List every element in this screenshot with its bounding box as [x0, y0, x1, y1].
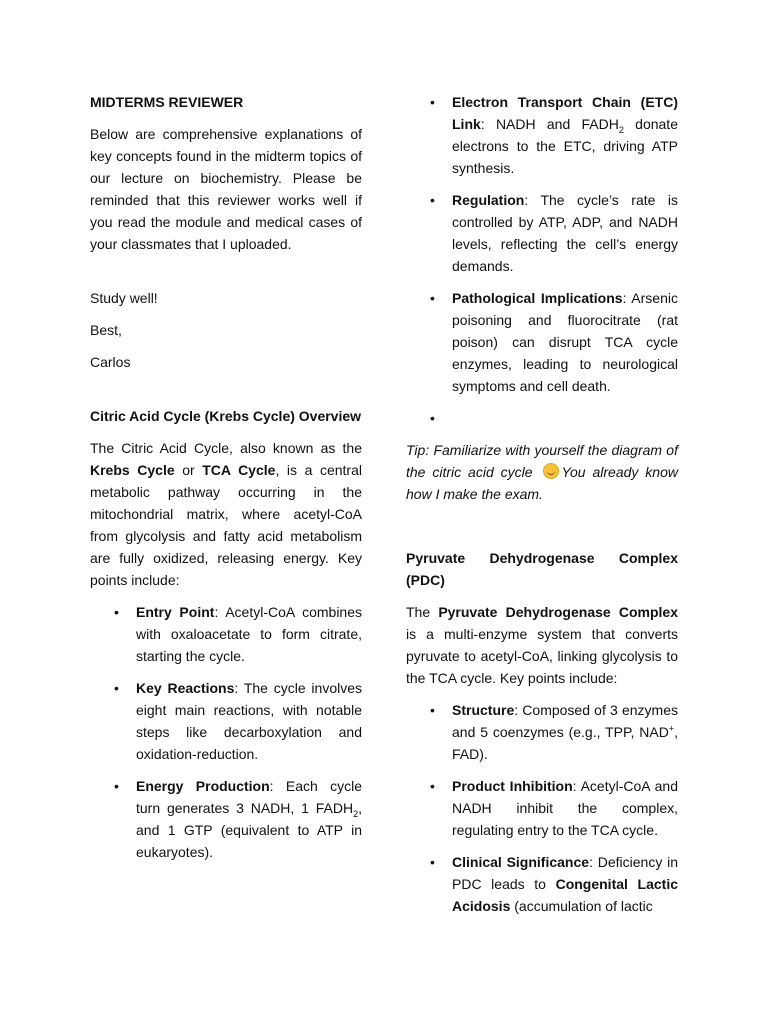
tip-paragraph	[406, 439, 678, 505]
list-item-label: Structure	[452, 702, 515, 718]
author-name: Carlos	[90, 354, 131, 370]
list-item-text: : The cycle’s rate is controlled by ATP, ADP, and NADH levels, reflecting the cell’s energy demands.	[452, 192, 678, 274]
list-item-empty	[452, 407, 678, 429]
krebs-term-tca-cycle: TCA Cycle	[202, 462, 276, 478]
list-item-text-continued: , FAD).	[452, 724, 678, 762]
intro-paragraph: Below are comprehensive explanations of key concepts found in the midterm topics of our lecture on biochemistry. Please be reminded that this reviewer works well if you read the module and medical cases of your classmates that I uploaded.	[90, 126, 362, 252]
list-item-text: : Deficiency in PDC leads to	[452, 854, 678, 892]
list-item-label: Clinical Significance	[452, 854, 590, 870]
list-item-clinical-significance	[452, 851, 678, 917]
list-item-text-continued: donate electrons to the ETC, driving ATP synthesis.	[452, 116, 678, 176]
list-item-text: : NADH and FADH	[480, 116, 619, 132]
left-column	[90, 91, 362, 873]
list-item-text: : Acetyl-CoA and NADH inhibit the complex, regulating entry to the TCA cycle.	[452, 778, 678, 838]
list-item-label: Pathological Implications	[452, 290, 623, 306]
tip-text-continued: You already know how I make the exam.	[406, 464, 678, 502]
list-item-pathological-implications	[452, 287, 678, 397]
list-item-label: Entry Point	[136, 604, 215, 620]
list-item-label: Electron Transport Chain (ETC) Link	[452, 94, 678, 132]
list-item-text: : Composed of 3 enzymes and 5 coenzymes (e.g., TPP, NAD	[452, 702, 678, 740]
list-item-label: Energy Production	[136, 778, 270, 794]
pdc-intro-rest: is a multi-enzyme system that converts pyruvate to acetyl-CoA, linking glycolysis to the TCA cycle. Key points include:	[406, 626, 678, 686]
krebs-intro-paragraph	[90, 437, 362, 591]
list-item-text: : Acetyl-CoA combines with oxaloacetate to form citrate, starting the cycle.	[136, 604, 363, 664]
pdc-intro-paragraph	[406, 601, 678, 689]
closing-best: Best,	[90, 322, 122, 338]
section-heading-pdc: Pyruvate Dehydrogenase Complex (PDC)	[406, 550, 678, 588]
list-item-text: : Arsenic poisoning and fluorocitrate (rat poison) can disrupt TCA cycle enzymes, leading to neurological symptoms and cell death.	[452, 290, 678, 394]
list-item-text: : The cycle involves eight main reactions, with notable steps like decarboxylation and oxidation-reduction.	[136, 680, 363, 762]
krebs-intro-text: The Citric Acid Cycle, also known as the	[90, 440, 362, 456]
list-item-label: Key Reactions	[136, 680, 235, 696]
list-item-entry-point	[136, 601, 362, 667]
krebs-intro-or: or	[174, 462, 203, 478]
krebs-key-points-list-continued	[406, 91, 678, 429]
krebs-intro-rest: , is a central metabolic pathway occurring in the mitochondrial matrix, where acetyl-CoA from glycolysis and fatty acid metabolism are fully oxidized, releasing energy. Key points include:	[90, 462, 362, 588]
list-item-structure	[452, 699, 678, 765]
section-heading-krebs: Citric Acid Cycle (Krebs Cycle) Overview	[90, 408, 362, 424]
pdc-intro-text: The	[406, 604, 439, 620]
list-item-label: Regulation	[452, 192, 525, 208]
list-item-label: Product Inhibition	[452, 778, 573, 794]
closing-study-well: Study well!	[90, 290, 158, 306]
term-congenital-lactic-acidosis: Congenital Lactic Acidosis	[452, 876, 678, 914]
krebs-key-points-list	[90, 601, 362, 863]
list-item-text: : Each cycle turn generates 3 NADH, 1 FADH	[136, 778, 363, 816]
document-title: MIDTERMS REVIEWER	[90, 94, 244, 110]
smiling-face-icon	[543, 463, 559, 479]
list-item-regulation	[452, 189, 678, 277]
krebs-term-krebs-cycle: Krebs Cycle	[90, 462, 175, 478]
subscript: 2	[353, 808, 359, 819]
list-item-product-inhibition	[452, 775, 678, 841]
list-item-energy-production	[136, 775, 362, 863]
subscript: 2	[618, 124, 624, 135]
list-item-key-reactions	[136, 677, 362, 765]
superscript: +	[668, 723, 675, 734]
right-column	[406, 91, 678, 927]
pdc-term-name: Pyruvate Dehydrogenase Complex	[438, 604, 678, 620]
pdc-key-points-list	[406, 699, 678, 917]
tip-text: Tip: Familiarize with yourself the diagram of the citric acid cycle	[406, 442, 678, 480]
list-item-etc-link	[452, 91, 678, 179]
list-item-text-continued: , and 1 GTP (equivalent to ATP in eukaryotes).	[136, 800, 362, 860]
list-item-text-continued: (accumulation of lactic	[510, 898, 653, 914]
